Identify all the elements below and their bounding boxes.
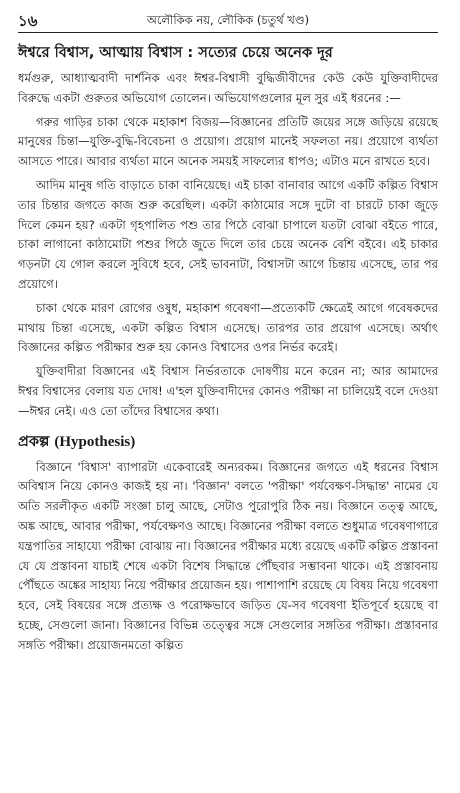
heading-bengali: প্রকল্প: [18, 433, 50, 450]
paragraph: আদিম মানুষ গতি বাড়াতে চাকা বানিয়েছে। এই চাকা বানাবার আগে একটি কল্পিত বিশ্বাস তার চিন্তার জগতে কাজ শুরু করেছিল। একটা কাঠামোর সঙ্গে দুটো বা চারটে চাকা জুড়ে দিলে কেমন হয়? একটা গৃহপালিত পশু তার পিঠে বোঝা চাপালে যতটা বোঝা বইতে পারে, চাকা লাগানো কাঠামোটা পশুর পিঠে জুতে দিলে তার চেয়ে অনেক বেশি বইবে। এই চাকার গড়নটা যে গোল করলে সুবিধে হবে, সেই ভাবনাটা, বিশ্বাসটা আগে চিন্তায় এসেছে, তার পর প্রয়োগে।: [18, 177, 438, 291]
heading-latin: (Hypothesis): [54, 433, 136, 450]
page-number: ১৬: [18, 12, 38, 30]
section-heading-hypothesis: [18, 432, 438, 452]
paragraph: গরুর গাড়ির চাকা থেকে মহাকাশ বিজয়—বিজ্ঞানের প্রতিটি জয়ের সঙ্গে জড়িয়ে রয়েছে মানুষের চিন্তা—যুক্তি-বুদ্ধি-বিবেচনা ও প্রয়োগ। প্রয়োগ মানেই সফলতা নয়। প্রয়োগে ব্যর্থতা আসতে পারে। আবার ব্যর্থতা মানে অনেক সময়ই সাফল্যের ধাপও; এটাও মনে রাখতে হবে।: [18, 114, 438, 169]
running-title: অলৌকিক নয়, লৌকিক (চতুর্থ খণ্ড): [146, 13, 310, 27]
page-header: [18, 10, 438, 33]
paragraph: চাকা থেকে মারণ রোগের ওষুধ, মহাকাশ গবেষণা—প্রত্যেকটি ক্ষেত্রেই আগে গবেষকদের মাথায় চিন্তা এসেছে, একটা কল্পিত বিশ্বাস এসেছে। তারপর তার প্রয়োগ এসেছে। অর্থাৎ বিজ্ঞানের কল্পিত পরীক্ষার শুরু হয় কোনও বিশ্বাসের ওপর নির্ভর করেই।: [18, 300, 438, 355]
section-heading-belief: ঈশ্বরে বিশ্বাস, আত্মায় বিশ্বাস : সত্যের চেয়ে অনেক দূর: [18, 45, 333, 61]
paragraph: যুক্তিবাদীরা বিজ্ঞানের এই বিশ্বাস নির্ভরতাকে দোষণীয় মনে করেন না; আর আমাদের ঈশ্বর বিশ্বাসের বেলায় যত দোষ! এ'হল যুক্তিবাদীদের কোনও পরীক্ষা না চালিয়েই বলে দেওয়া—ঈশ্বর নেই। এও তো তাঁদের বিশ্বাসের কথা।: [18, 364, 438, 418]
paragraph: বিজ্ঞানে 'বিশ্বাস' ব্যাপারটা একেবারেই অন্যরকম। বিজ্ঞানের জগতে এই ধরনের বিশ্বাস অবিশ্বাস নিয়ে কোনও কাজই হয় না। 'বিজ্ঞান' বলতে 'পরীক্ষা' পর্যবেক্ষণ-সিদ্ধান্ত' নামের যে অতি সরলীকৃত একটি সংজ্ঞা চালু আছে, সেটাও পুরোপুরি ঠিক নয়। বিজ্ঞানে তত্ত্ব আছে, অঙ্ক আছে, আবার পরীক্ষা, পর্যবেক্ষণও আছে। বিজ্ঞানের পরীক্ষা বলতে শুধুমাত্র গবেষণাগারে যন্ত্রপাতির সাহায্যে পরীক্ষা বোঝায় না। বিজ্ঞানের পরীক্ষার মধ্যে রয়েছে একটি কল্পিত প্রস্তাবনা যে যে প্রস্তাবনা যাচাই শেষে একটা বিশেষ সিদ্ধান্তে পৌঁছবার সম্ভাবনা থাকে। এই প্রস্তাবনায় পৌঁছতে অঙ্কের সাহায্য নিয়ে পরীক্ষার প্রয়োজন হয়। পাশাপাশি রয়েছে যে বিষয় নিয়ে গবেষণা হবে, সেই বিষয়ের সঙ্গে প্রত্যক্ষ ও পরোক্ষভাবে জড়িত যে-সব গবেষণা ইতিপূর্বে হয়েছে বা হচ্ছে, সেগুলো জানা। বিজ্ঞানের বিভিন্ন তত্ত্বের সঙ্গে সেগুলোর সঙ্গতির পরীক্ষা। প্রস্তাবনার সঙ্গতি পরীক্ষা। প্রয়োজনমতো কল্পিত: [18, 459, 438, 652]
paragraph: ধর্মগুরু, আধ্যাত্মবাদী দার্শনিক এবং ঈশ্বর-বিশ্বাসী বুদ্ধিজীবীদের কেউ কেউ যুক্তিবাদীদের বিরুদ্ধে একটা গুরুতর অভিযোগ তোলেন। অভিযোগগুলোর মূল সুর এই ধরনের :—: [18, 71, 438, 105]
